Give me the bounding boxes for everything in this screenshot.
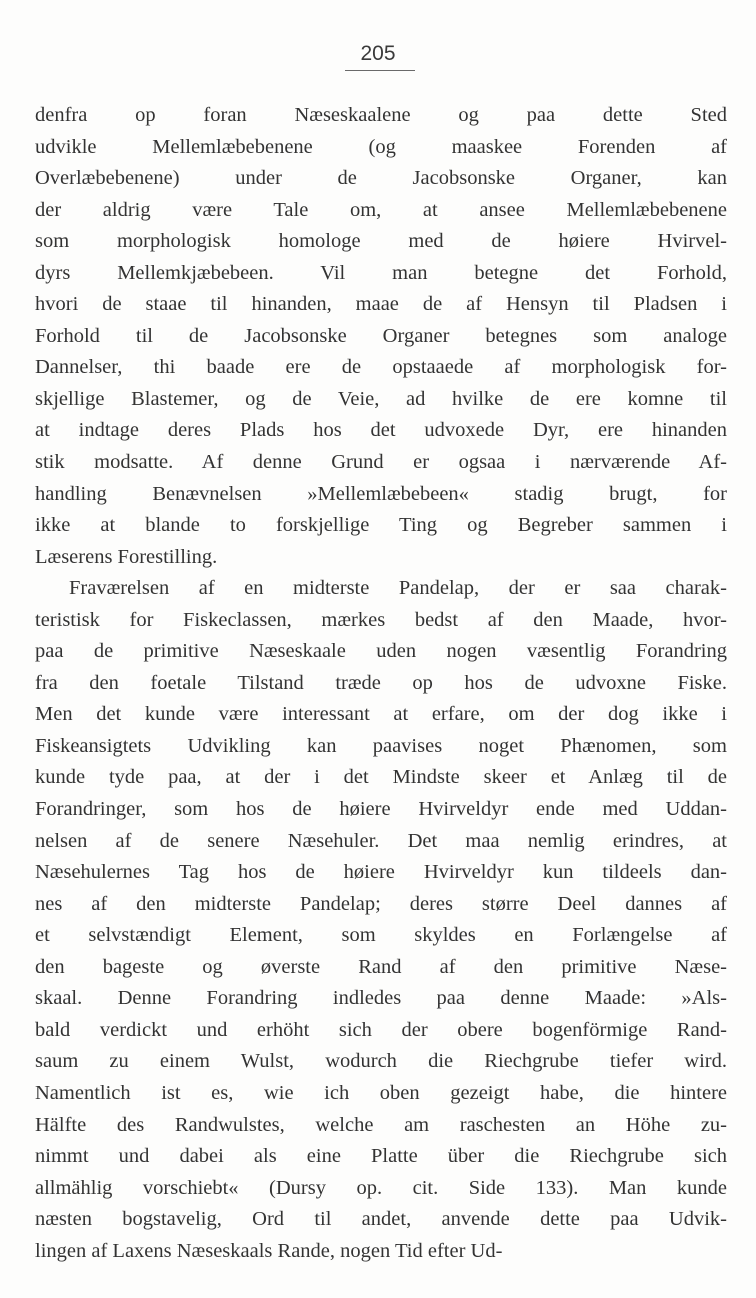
- text-line: Hälfte des Randwulstes, welche am raschesten an Höhe zu-: [35, 1113, 727, 1136]
- text-line: dyrs Mellemkjæbebeen. Vil man betegne det Forhold,: [35, 261, 727, 284]
- text-line: stik modsatte. Af denne Grund er ogsaa i nærværende Af-: [35, 451, 727, 474]
- text-line: næsten bogstavelig, Ord til andet, anvende dette paa Udvik-: [35, 1208, 727, 1231]
- text-line: Fraværelsen af en midterste Pandelap, der er saa charak-: [69, 577, 727, 600]
- text-line: Forandringer, som hos de høiere Hvirveldyr ende med Uddan-: [35, 798, 727, 821]
- text-line: nimmt und dabei als eine Platte über die Riechgrube sich: [35, 1145, 727, 1168]
- text-line: bald verdickt und erhöht sich der obere bogenförmige Rand-: [35, 1018, 727, 1041]
- text-line: nelsen af de senere Næsehuler. Det maa nemlig erindres, at: [35, 829, 727, 852]
- body-text: [35, 100, 727, 1267]
- text-line: denfra op foran Næseskaalene og paa dette Sted: [35, 104, 727, 126]
- text-line: at indtage deres Plads hos det udvoxede Dyr, ere hinanden: [35, 419, 727, 442]
- text-line: den bageste og øverste Rand af den primitive Næse-: [35, 955, 727, 978]
- text-line: Næsehulernes Tag hos de høiere Hvirveldyr kun tildeels dan-: [35, 861, 727, 884]
- text-line: handling Benævnelsen »Mellemlæbebeen« stadig brugt, for: [35, 482, 727, 505]
- text-line: teristisk for Fiskeclassen, mærkes bedst af den Maade, hvor-: [35, 608, 727, 631]
- text-line: Forhold til de Jacobsonske Organer betegnes som analoge: [35, 324, 727, 347]
- text-line: et selvstændigt Element, som skyldes en Forlængelse af: [35, 924, 727, 947]
- text-line: som morphologisk homologe med de høiere Hvirvel-: [35, 230, 727, 253]
- text-line: paa de primitive Næseskaale uden nogen væsentlig Forandring: [35, 640, 727, 663]
- text-line: Overlæbebenene) under de Jacobsonske Organer, kan: [35, 167, 727, 190]
- text-line: Fiskeansigtets Udvikling kan paavises noget Phænomen, som: [35, 734, 727, 757]
- text-line: nes af den midterste Pandelap; deres større Deel dannes af: [35, 892, 727, 915]
- page-number: 205: [360, 42, 396, 65]
- text-line: Men det kunde være interessant at erfare, om der dog ikke i: [35, 703, 727, 726]
- text-line: udvikle Mellemlæbebenene (og maaskee Forenden af: [35, 135, 727, 158]
- text-line: skjellige Blastemer, og de Veie, ad hvilke de ere komne til: [35, 387, 727, 410]
- text-line: Namentlich ist es, wie ich oben gezeigt habe, die hintere: [35, 1081, 727, 1104]
- page-number-underline: [345, 70, 415, 71]
- text-line: ikke at blande to forskjellige Ting og Begreber sammen i: [35, 514, 727, 537]
- text-line: lingen af Laxens Næseskaals Rande, nogen Tid efter Ud-: [35, 1239, 503, 1262]
- text-line: Dannelser, thi baade ere de opstaaede af morphologisk for-: [35, 356, 727, 379]
- text-line: hvori de staae til hinanden, maae de af Hensyn til Pladsen i: [35, 293, 727, 316]
- text-line: kunde tyde paa, at der i det Mindste skeer et Anlæg til de: [35, 766, 727, 789]
- text-line: der aldrig være Tale om, at ansee Mellemlæbebenene: [35, 198, 727, 221]
- text-line: skaal. Denne Forandring indledes paa denne Maade: »Als-: [35, 987, 727, 1010]
- text-line: Læserens Forestilling.: [35, 545, 218, 568]
- text-line: fra den foetale Tilstand træde op hos de udvoxne Fiske.: [35, 671, 727, 694]
- text-line: allmählig vorschiebt« (Dursy op. cit. Side 133). Man kunde: [35, 1176, 727, 1199]
- text-line: saum zu einem Wulst, wodurch die Riechgrube tiefer wird.: [35, 1050, 727, 1073]
